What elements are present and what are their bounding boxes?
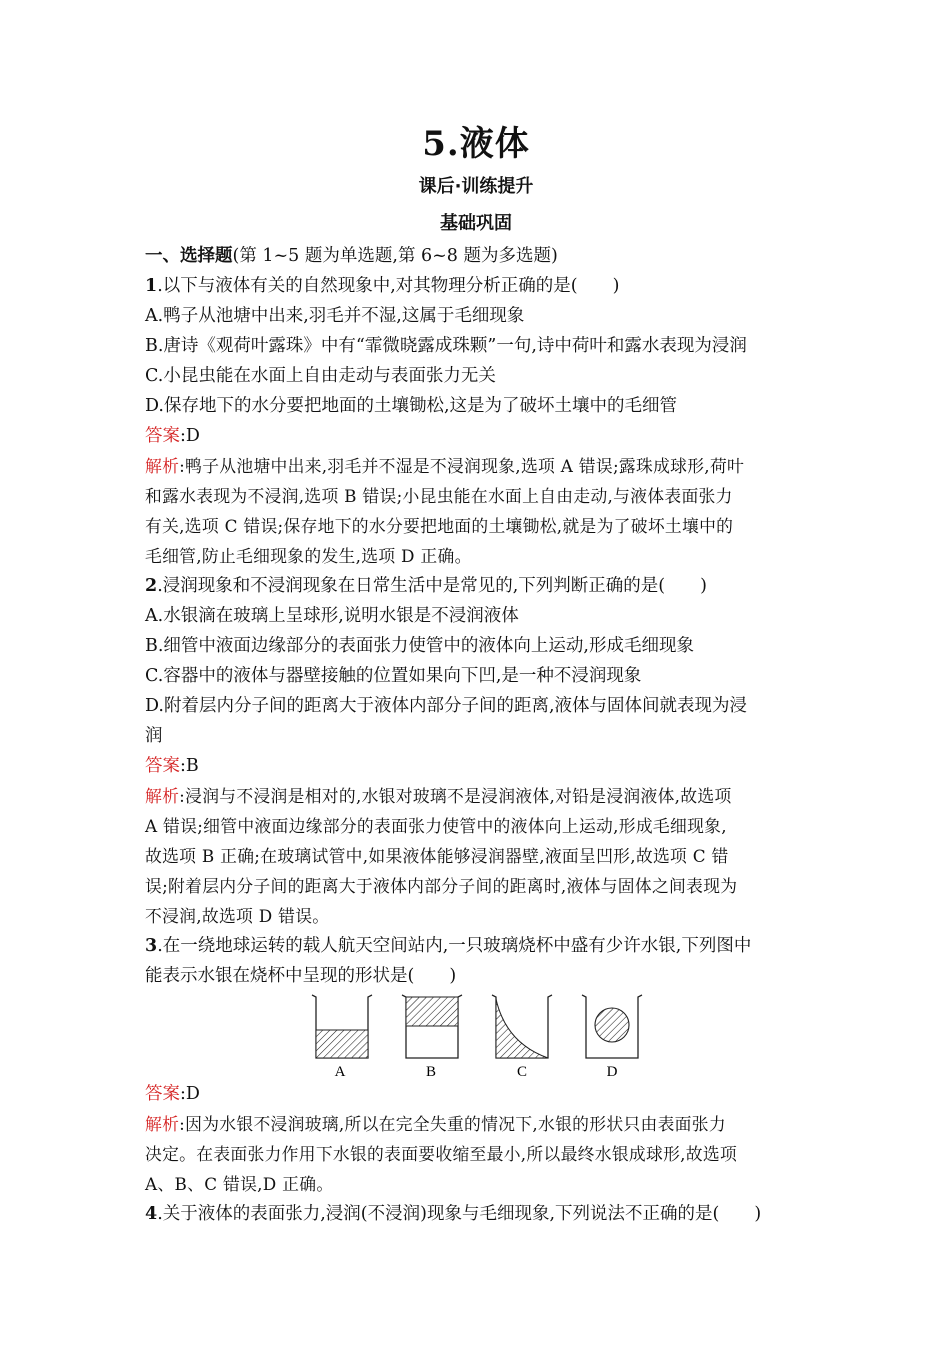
analysis-text: :浸润与不浸润是相对的,水银对玻璃不是浸润液体,对铅是浸润液体,故选项 [179, 786, 732, 806]
question-text: .以下与液体有关的自然现象中,对其物理分析正确的是( ) [157, 276, 620, 296]
beaker-d [582, 995, 642, 1058]
question-text: .浸润现象和不浸润现象在日常生活中是常见的,下列判断正确的是( ) [157, 576, 707, 596]
part-heading [145, 241, 810, 271]
page-title: 5.液体 [422, 124, 530, 164]
analysis-label: 解析 [145, 1114, 180, 1134]
answer-label: 答案 [145, 1084, 180, 1104]
answer-value: :D [180, 426, 200, 446]
question-number: 1 [145, 276, 158, 296]
option-a: A.水银滴在玻璃上呈球形,说明水银是不浸润液体 [145, 606, 519, 626]
analysis-line: 毛细管,防止毛细现象的发生,选项 D 正确。 [145, 546, 472, 566]
question-3-stem-continued: 能表示水银在烧杯中呈现的形状是( ) [145, 966, 457, 986]
option-b: B.唐诗《观荷叶露珠》中有“霏微晓露成珠颗”一句,诗中荷叶和露水表现为浸润 [145, 336, 747, 356]
analysis-line: A 错误;细管中液面边缘部分的表面张力使管中的液体向上运动,形成毛细现象, [145, 816, 727, 836]
option-a: A.鸭子从池塘中出来,羽毛并不湿,这属于毛细现象 [145, 306, 525, 326]
beaker-figure [145, 991, 810, 1079]
analysis-line [145, 1109, 810, 1139]
option-c: C.容器中的液体与器壁接触的位置如果向下凹,是一种不浸润现象 [145, 666, 642, 686]
question-1-stem [145, 271, 810, 301]
section-heading: 基础巩固 [440, 213, 512, 234]
figure-label-d: D [606, 1064, 618, 1079]
analysis-line: 有关,选项 C 错误;保存地下的水分要把地面的土壤锄松,就是为了破坏土壤中的 [145, 516, 734, 536]
answer-line [145, 421, 810, 451]
option-d: D.保存地下的水分要把地面的土壤锄松,这是为了破坏土壤中的毛细管 [145, 396, 678, 416]
beaker-a [312, 995, 372, 1058]
analysis-text: :鸭子从池塘中出来,羽毛并不湿是不浸润现象,选项 A 错误;露珠成球形,荷叶 [179, 456, 745, 476]
question-text: .关于液体的表面张力,浸润(不浸润)现象与毛细现象,下列说法不正确的是( ) [157, 1204, 762, 1224]
answer-line [145, 1079, 810, 1109]
analysis-line [145, 451, 810, 481]
answer-label: 答案 [145, 426, 180, 446]
analysis-line: 误;附着层内分子间的距离大于液体内部分子间的距离时,液体与固体之间表现为 [145, 876, 738, 896]
part-label: 一、选择题 [145, 246, 233, 266]
beaker-b [402, 995, 462, 1058]
analysis-label: 解析 [145, 786, 180, 806]
analysis-line: 决定。在表面张力作用下水银的表面要收缩至最小,所以最终水银成球形,故选项 [145, 1144, 738, 1164]
analysis-line: 和露水表现为不浸润,选项 B 错误;小昆虫能在水面上自由走动,与液体表面张力 [145, 486, 733, 506]
beaker-c [492, 995, 552, 1058]
option-d: D.附着层内分子间的距离大于液体内部分子间的距离,液体与固体间就表现为浸 [145, 696, 748, 716]
figure-label-c: C [516, 1064, 528, 1079]
question-number: 3 [145, 936, 158, 956]
question-3-stem [145, 931, 810, 961]
analysis-line [145, 781, 810, 811]
answer-value: :B [180, 756, 199, 776]
analysis-text: :因为水银不浸润玻璃,所以在完全失重的情况下,水银的形状只由表面张力 [179, 1114, 726, 1134]
analysis-line: 故选项 B 正确;在玻璃试管中,如果液体能够浸润器壁,液面呈凹形,故选项 C 错 [145, 846, 729, 866]
option-b: B.细管中液面边缘部分的表面张力使管中的液体向上运动,形成毛细现象 [145, 636, 694, 656]
question-4-stem [145, 1199, 810, 1229]
question-text: .在一绕地球运转的载人航天空间站内,一只玻璃烧杯中盛有少许水银,下列图中 [157, 936, 752, 956]
beaker-diagrams [310, 993, 650, 1079]
question-number: 4 [145, 1204, 158, 1224]
option-d-continued: 润 [145, 726, 163, 746]
analysis-line: A、B、C 错误,D 正确。 [145, 1174, 334, 1194]
part-note: (第 1~5 题为单选题,第 6~8 题为多选题) [232, 246, 558, 266]
analysis-line: 不浸润,故选项 D 错误。 [145, 906, 330, 926]
figure-label-b: B [425, 1064, 437, 1079]
question-number: 2 [145, 576, 158, 596]
question-2-stem [145, 571, 810, 601]
answer-value: :D [180, 1084, 200, 1104]
figure-label-a: A [334, 1064, 346, 1079]
option-c: C.小昆虫能在水面上自由走动与表面张力无关 [145, 366, 496, 386]
analysis-label: 解析 [145, 456, 180, 476]
answer-line [145, 751, 810, 781]
question-content [145, 241, 810, 1229]
answer-label: 答案 [145, 756, 180, 776]
page-subtitle: 课后·训练提升 [418, 176, 534, 197]
